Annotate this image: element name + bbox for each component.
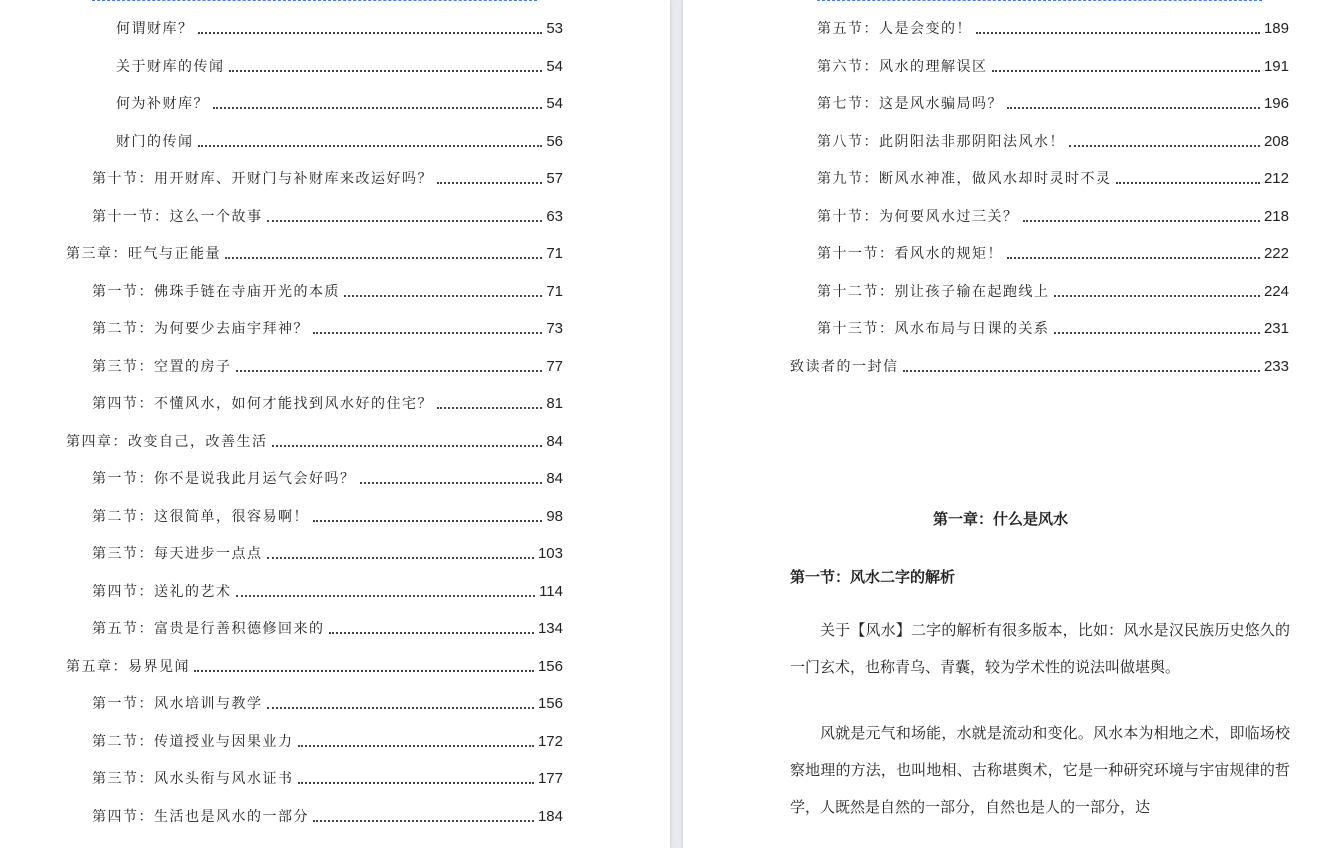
toc-page-number: 53 bbox=[546, 20, 563, 37]
toc-entry[interactable] bbox=[817, 54, 1289, 76]
toc-entry[interactable] bbox=[116, 129, 563, 151]
toc-entry[interactable] bbox=[92, 466, 563, 488]
toc-page-number: 233 bbox=[1263, 357, 1289, 375]
body-paragraph: 风就是元气和场能，水就是流动和变化。风水本为相地之术，即临场校察地理的方法，也叫地相、古称堪舆术，它是一种研究环境与宇宙规律的哲学，人既然是自然的一部分，自然也是人的一部分，达 bbox=[790, 724, 1290, 816]
toc-entry-title: 第十一节：这么一个故事 bbox=[92, 208, 263, 225]
toc-field-border bbox=[92, 0, 537, 1]
toc-page-number: 156 bbox=[537, 695, 563, 712]
toc-page-number: 177 bbox=[537, 770, 563, 787]
toc-leader-dots bbox=[976, 32, 1260, 34]
toc-leader-dots bbox=[267, 220, 543, 222]
toc-page-number: 84 bbox=[546, 470, 563, 487]
toc-entry-title: 第十节：为何要风水过三关？ bbox=[817, 208, 1019, 225]
toc-entry[interactable] bbox=[92, 354, 563, 376]
toc-leader-dots bbox=[213, 107, 542, 109]
toc-entry-title: 第四节：送礼的艺术 bbox=[92, 583, 232, 600]
toc-leader-dots bbox=[1054, 295, 1260, 297]
toc-entry[interactable] bbox=[817, 16, 1289, 38]
toc-leader-dots bbox=[1116, 182, 1260, 184]
toc-entry[interactable] bbox=[817, 279, 1289, 301]
toc-entry-title: 第一节：风水培训与教学 bbox=[92, 696, 263, 712]
toc-page-number: 114 bbox=[539, 582, 563, 600]
toc-page-number: 224 bbox=[1263, 282, 1289, 300]
toc-entry[interactable] bbox=[92, 579, 563, 601]
toc-entry-title: 第四节：不懂风水，如何才能找到风水好的住宅？ bbox=[92, 396, 433, 412]
toc-page-number: 98 bbox=[546, 507, 563, 525]
toc-entry[interactable] bbox=[92, 204, 563, 226]
toc-leader-dots bbox=[267, 707, 534, 709]
toc-leader-dots bbox=[272, 445, 543, 447]
toc-leader-dots bbox=[313, 332, 542, 334]
toc-page-number: 222 bbox=[1263, 245, 1289, 262]
toc-entry[interactable] bbox=[92, 166, 563, 188]
toc-leader-dots bbox=[267, 557, 534, 559]
toc-page-number: 73 bbox=[546, 320, 563, 337]
toc-page-number: 63 bbox=[546, 207, 563, 225]
toc-entry[interactable] bbox=[92, 804, 563, 826]
toc-entry[interactable] bbox=[66, 429, 563, 451]
toc-page-number: 231 bbox=[1263, 320, 1289, 337]
toc-entry[interactable] bbox=[116, 16, 563, 38]
toc-entry-title: 第二节：传道授业与因果业力 bbox=[92, 733, 294, 750]
toc-entry-title: 第三节：空置的房子 bbox=[92, 358, 232, 375]
toc-entry[interactable] bbox=[92, 279, 563, 301]
toc-entry[interactable] bbox=[817, 316, 1289, 338]
toc-entry[interactable] bbox=[817, 241, 1289, 263]
toc-page-number: 56 bbox=[546, 132, 563, 150]
toc-page-number: 54 bbox=[546, 95, 563, 112]
toc-page-number: 84 bbox=[546, 432, 563, 450]
toc-leader-dots bbox=[344, 295, 542, 297]
toc-entry-title: 第六节：风水的理解误区 bbox=[817, 58, 988, 75]
toc-entry-title: 第十一节：看风水的规矩！ bbox=[817, 246, 1003, 262]
toc-entry[interactable] bbox=[817, 166, 1289, 188]
toc-entry-title: 第一节：你不是说我此月运气会好吗？ bbox=[92, 471, 356, 487]
toc-leader-dots bbox=[1069, 145, 1260, 147]
toc-entry[interactable] bbox=[817, 204, 1289, 226]
toc-entry-title: 第三章：旺气与正能量 bbox=[66, 246, 221, 262]
toc-entry[interactable] bbox=[92, 541, 563, 563]
toc-page-number: 156 bbox=[537, 657, 563, 675]
toc-entry-title: 第二节：为何要少去庙宇拜神？ bbox=[92, 321, 309, 337]
toc-entry[interactable] bbox=[92, 766, 563, 788]
toc-leader-dots bbox=[329, 632, 534, 634]
toc-entry[interactable] bbox=[817, 91, 1289, 113]
toc-page-number: 71 bbox=[546, 282, 563, 300]
toc-entry-title: 第八节：此阴阳法非那阴阳法风水！ bbox=[817, 133, 1065, 150]
toc-entry-title: 第十二节：别让孩子输在起跑线上 bbox=[817, 283, 1050, 300]
toc-entry[interactable] bbox=[116, 54, 563, 76]
toc-entry-title: 第四章：改变自己，改善生活 bbox=[66, 433, 268, 450]
chapter-heading: 第一章：什么是风水 bbox=[932, 510, 1068, 528]
toc-page-number: 77 bbox=[546, 357, 563, 375]
toc-leader-dots bbox=[198, 145, 543, 147]
toc-leader-dots bbox=[1007, 257, 1260, 259]
toc-entry[interactable] bbox=[92, 504, 563, 526]
toc-leader-dots bbox=[313, 520, 542, 522]
toc-page-number: 184 bbox=[537, 807, 563, 825]
toc-entry-title: 第四节：生活也是风水的一部分 bbox=[92, 808, 309, 825]
toc-entry-title: 第五节：人是会变的！ bbox=[817, 21, 972, 37]
toc-page-number: 191 bbox=[1263, 57, 1289, 75]
toc-entry-title: 第十三节：风水布局与日课的关系 bbox=[817, 321, 1050, 337]
toc-page-number: 134 bbox=[537, 620, 563, 637]
toc-entry-title: 第三节：每天进步一点点 bbox=[92, 546, 263, 562]
toc-entry[interactable] bbox=[817, 129, 1289, 151]
toc-leader-dots bbox=[198, 32, 543, 34]
toc-entry[interactable] bbox=[116, 91, 563, 113]
toc-page-number: 103 bbox=[537, 545, 563, 562]
toc-entry-title: 何谓财库？ bbox=[116, 21, 194, 37]
toc-leader-dots bbox=[437, 407, 542, 409]
toc-leader-dots bbox=[1007, 107, 1260, 109]
document-page-right bbox=[683, 0, 1318, 848]
toc-leader-dots bbox=[1023, 220, 1260, 222]
toc-entry[interactable] bbox=[92, 391, 563, 413]
toc-entry[interactable] bbox=[66, 654, 563, 676]
toc-field-border bbox=[817, 0, 1262, 1]
toc-leader-dots bbox=[437, 182, 542, 184]
toc-page-number: 71 bbox=[546, 245, 563, 262]
toc-leader-dots bbox=[225, 257, 542, 259]
toc-leader-dots bbox=[229, 70, 543, 72]
toc-page-number: 212 bbox=[1263, 170, 1289, 187]
toc-entry[interactable] bbox=[92, 316, 563, 338]
toc-entry-title: 第一节：佛珠手链在寺庙开光的本质 bbox=[92, 283, 340, 300]
toc-entry-title: 第二节：这很简单，很容易啊！ bbox=[92, 508, 309, 525]
toc-entry-title: 第七节：这是风水骗局吗？ bbox=[817, 96, 1003, 112]
toc-page-number: 189 bbox=[1263, 20, 1289, 37]
toc-entry[interactable] bbox=[92, 691, 563, 713]
toc-entry-title: 财门的传闻 bbox=[116, 133, 194, 150]
body-paragraph: 关于【风水】二字的解析有很多版本，比如：风水是汉民族历史悠久的一门玄术，也称青乌、青囊，较为学术性的说法叫做堪舆。 bbox=[790, 621, 1290, 676]
toc-entry[interactable] bbox=[92, 616, 563, 638]
toc-entry[interactable] bbox=[66, 241, 563, 263]
toc-leader-dots bbox=[360, 482, 543, 484]
toc-entry[interactable] bbox=[92, 729, 563, 751]
toc-page-number: 54 bbox=[546, 57, 563, 75]
toc-leader-dots bbox=[298, 782, 534, 784]
toc-page-number: 196 bbox=[1263, 95, 1289, 112]
toc-entry-title: 第五节：富贵是行善积德修回来的 bbox=[92, 621, 325, 637]
toc-entry-title: 致读者的一封信 bbox=[790, 358, 899, 375]
toc-page-number: 81 bbox=[546, 395, 563, 412]
toc-entry-title: 第十节：用开财库、开财门与补财库来改运好吗？ bbox=[92, 171, 433, 187]
toc-page-number: 172 bbox=[537, 732, 563, 750]
toc-leader-dots bbox=[236, 595, 536, 597]
toc-entry[interactable] bbox=[790, 354, 1289, 376]
toc-page-number: 208 bbox=[1263, 132, 1289, 150]
toc-leader-dots bbox=[298, 745, 534, 747]
toc-leader-dots bbox=[313, 820, 534, 822]
toc-page-number: 218 bbox=[1263, 207, 1289, 225]
toc-entry-title: 第三节：风水头衔与风水证书 bbox=[92, 771, 294, 787]
toc-leader-dots bbox=[1054, 332, 1260, 334]
section-heading: 第一节：风水二字的解析 bbox=[790, 568, 956, 586]
toc-leader-dots bbox=[903, 370, 1260, 372]
toc-entry-title: 关于财库的传闻 bbox=[116, 58, 225, 75]
toc-page-number: 57 bbox=[546, 170, 563, 187]
toc-leader-dots bbox=[236, 370, 543, 372]
toc-entry-title: 第五章：易界见闻 bbox=[66, 658, 190, 675]
toc-entry-title: 何为补财库？ bbox=[116, 96, 209, 112]
toc-entry-title: 第九节：断风水神准，做风水却时灵时不灵 bbox=[817, 171, 1112, 187]
toc-leader-dots bbox=[194, 670, 534, 672]
toc-leader-dots bbox=[992, 70, 1260, 72]
